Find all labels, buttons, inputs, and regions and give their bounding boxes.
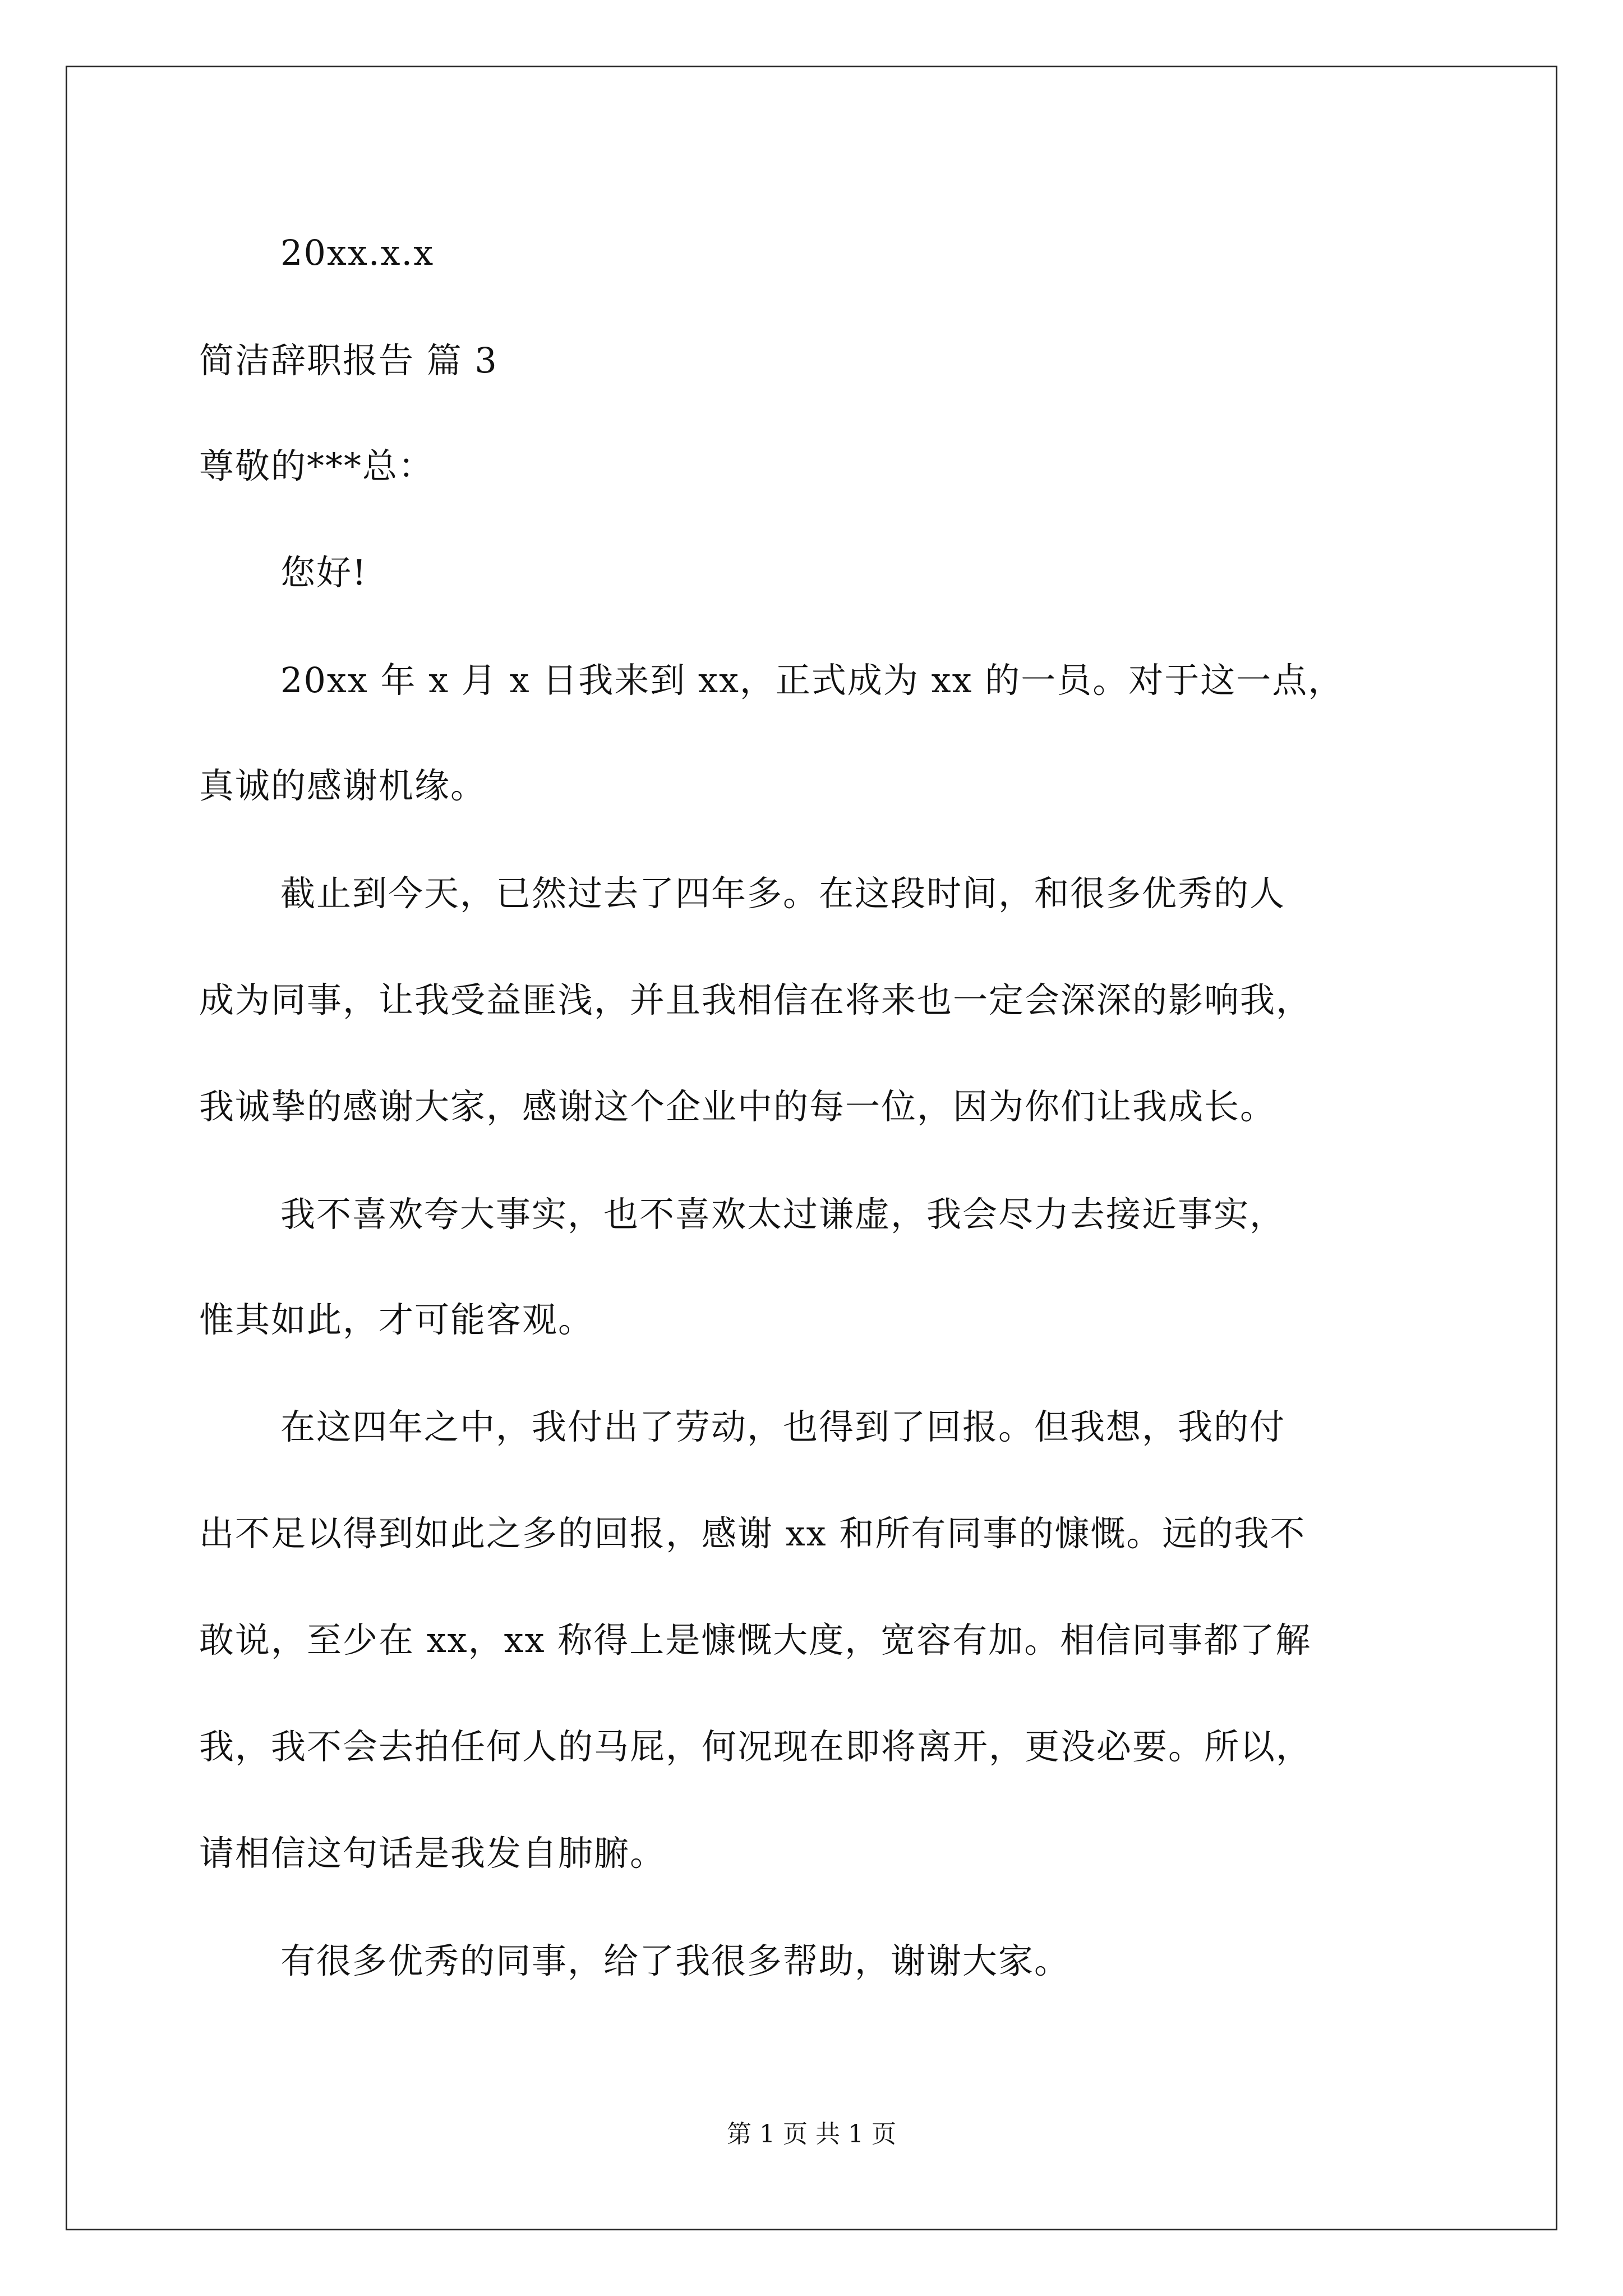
- date-line: 20xx.x.x: [280, 232, 435, 273]
- page-frame: [66, 66, 1557, 2230]
- page-indicator: 第 1 页 共 1 页: [727, 2120, 896, 2148]
- body-line: 我，我不会去拍任何人的马屁，何况现在即将离开，更没必要。所以，: [199, 1726, 1312, 1767]
- body-line: 我诚挚的感谢大家，感谢这个企业中的每一位，因为你们让我成长。: [199, 1086, 1276, 1127]
- body-line: 敢说，至少在 xx，xx 称得上是慷慨大度，宽容有加。相信同事都了解: [199, 1619, 1312, 1660]
- body-line: 有很多优秀的同事，给了我很多帮助，谢谢大家。: [280, 1940, 1071, 1981]
- body-line: 20xx 年 x 月 x 日我来到 xx，正式成为 xx 的一员。对于这一点，: [280, 660, 1344, 701]
- body-line: 在这四年之中，我付出了劳动，也得到了回报。但我想，我的付: [280, 1406, 1286, 1447]
- document-heading: 简洁辞职报告 篇 3: [199, 340, 498, 381]
- body-line: 惟其如此，才可能客观。: [199, 1299, 594, 1340]
- body-line: 我不喜欢夸大事实，也不喜欢太过谦虚，我会尽力去接近事实，: [280, 1194, 1286, 1235]
- body-line: 出不足以得到如此之多的回报，感谢 xx 和所有同事的慷慨。远的我不: [199, 1513, 1306, 1554]
- body-line: 请相信这句话是我发自肺腑。: [199, 1833, 666, 1874]
- body-line: 截止到今天，已然过去了四年多。在这段时间，和很多优秀的人: [280, 873, 1286, 914]
- body-line: 真诚的感谢机缘。: [199, 765, 487, 806]
- salutation: 尊敬的***总：: [199, 445, 435, 486]
- body-line: 成为同事，让我受益匪浅，并且我相信在将来也一定会深深的影响我，: [199, 979, 1312, 1020]
- greeting: 您好!: [280, 552, 367, 593]
